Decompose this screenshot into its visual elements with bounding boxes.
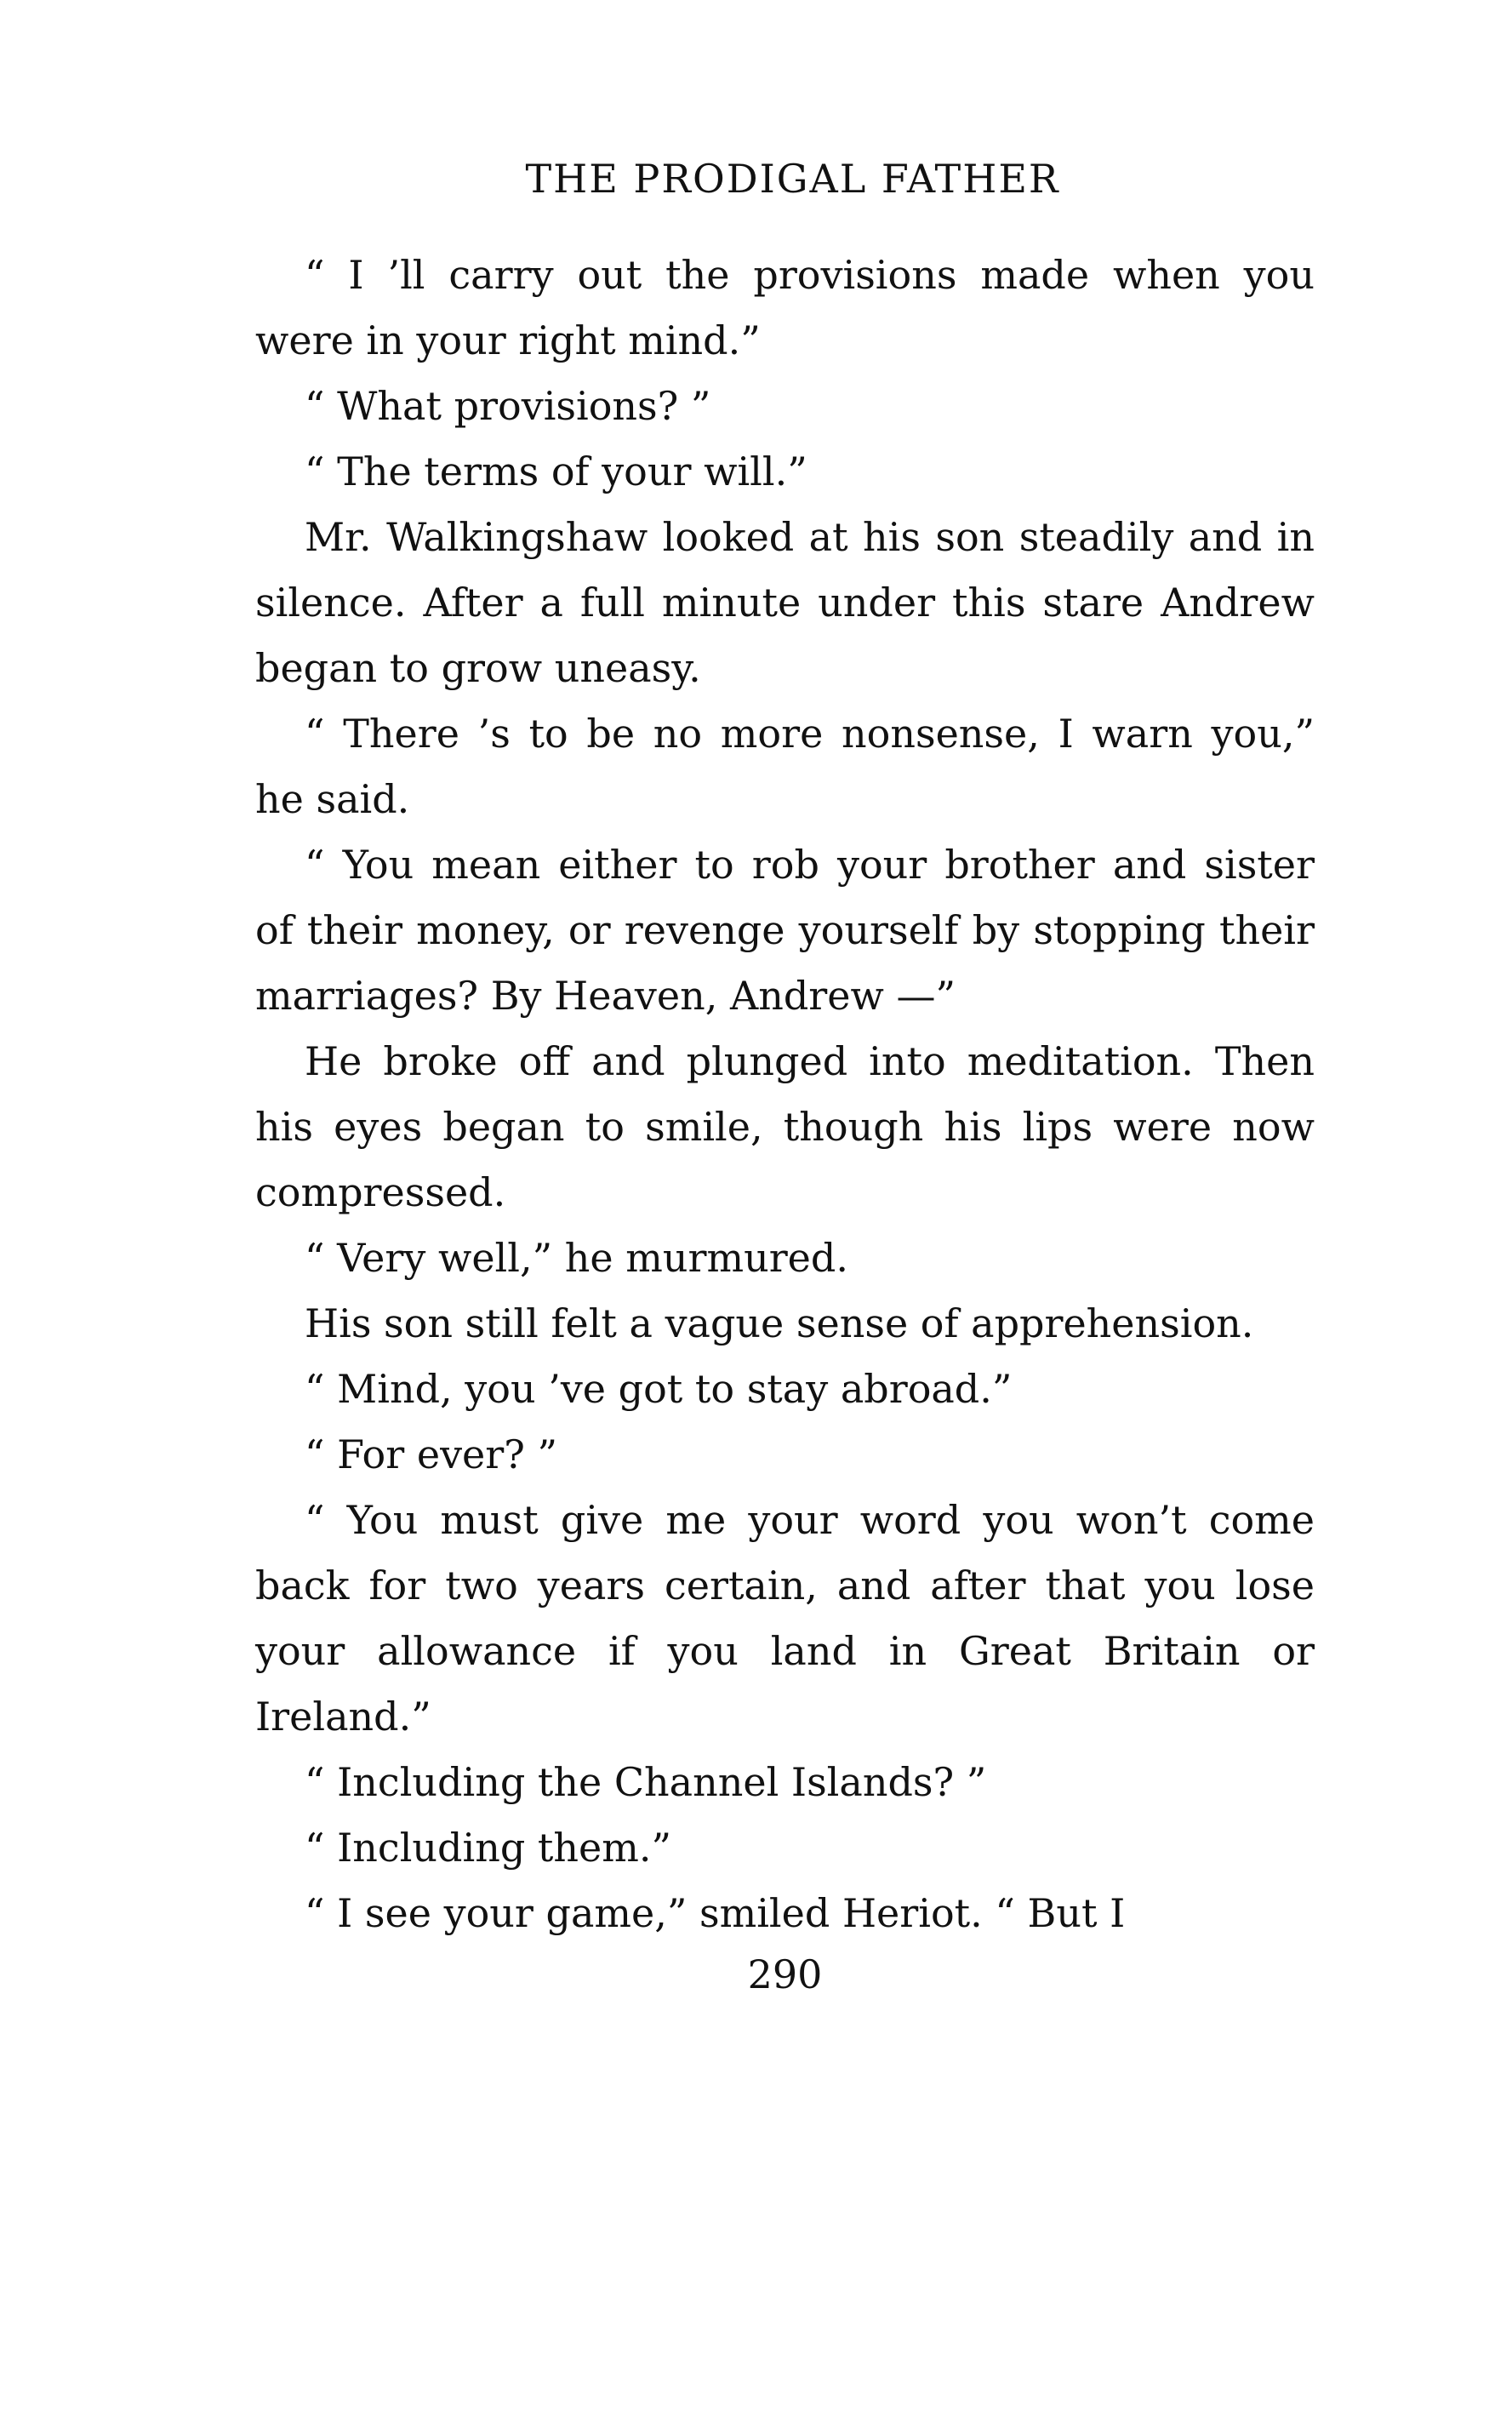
paragraph: Mr. Walkingshaw looked at his son steadily and in silence. After a full minute under this stare Andrew began to grow uneasy. bbox=[255, 514, 1315, 691]
paragraph: “ What provisions? ” bbox=[305, 383, 711, 429]
paragraph: “ You must give me your word you won’t come back for two years certain, and after that you lose your allowance if you land in Great Britain or Ireland.” bbox=[255, 1497, 1315, 1740]
running-head: THE PRODIGAL FATHER bbox=[525, 156, 1060, 202]
paragraph: “ I see your game,” smiled Heriot. “ But I bbox=[305, 1890, 1126, 1936]
paragraph: His son still felt a vague sense of apprehension. bbox=[305, 1300, 1254, 1346]
paragraph: “ Mind, you ’ve got to stay abroad.” bbox=[305, 1366, 1013, 1412]
book-page bbox=[255, 153, 1315, 1946]
paragraph: “ Including the Channel Islands? ” bbox=[305, 1759, 987, 1805]
paragraph: “ For ever? ” bbox=[305, 1431, 558, 1477]
paragraph: He broke off and plunged into meditation. Then his eyes began to smile, though his lips were now compressed. bbox=[255, 1038, 1315, 1215]
page-number: 290 bbox=[747, 1951, 823, 1997]
paragraph: “ Including them.” bbox=[305, 1825, 671, 1871]
paragraph: “ You mean either to rob your brother and sister of their money, or revenge yourself by stopping their marriages? By Heaven, Andrew —” bbox=[255, 842, 1315, 1019]
body-text bbox=[255, 243, 1315, 1946]
paragraph: “ I ’ll carry out the provisions made when you were in your right mind.” bbox=[255, 252, 1315, 363]
paragraph: “ There ’s to be no more nonsense, I warn you,” he said. bbox=[255, 711, 1315, 822]
paragraph: “ The terms of your will.” bbox=[305, 448, 807, 494]
paragraph: “ Very well,” he murmured. bbox=[305, 1235, 848, 1281]
